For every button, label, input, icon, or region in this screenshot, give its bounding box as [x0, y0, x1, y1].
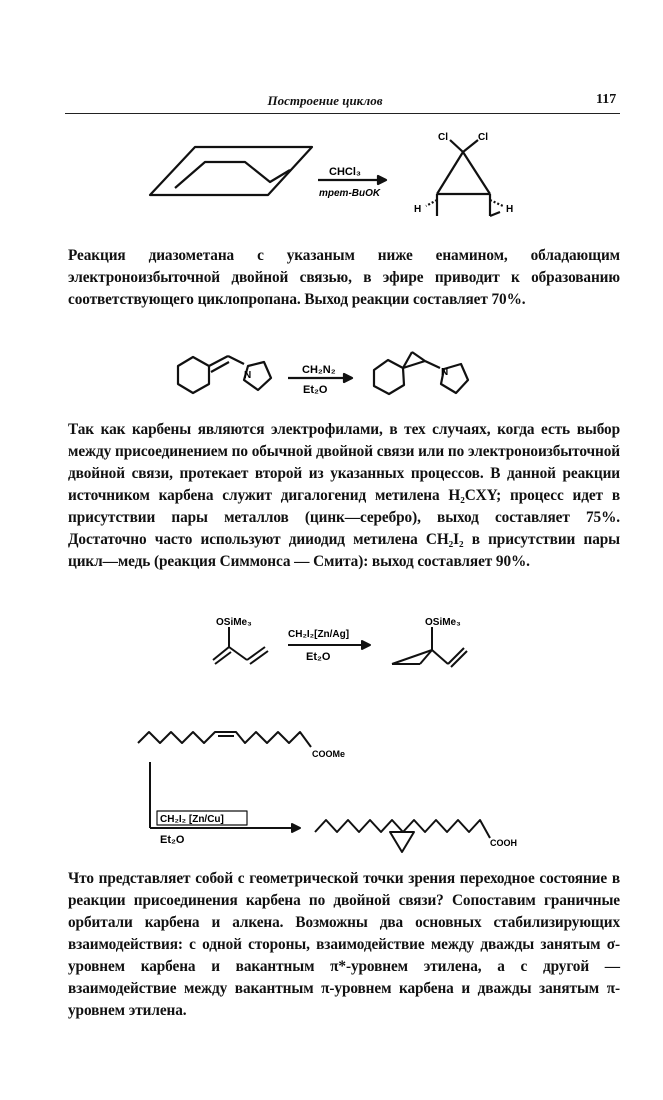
atom-h-left: H — [414, 204, 422, 215]
reagent-et2o-3: Et₂O — [306, 651, 331, 663]
bond-double — [215, 652, 231, 664]
bond-h — [490, 200, 503, 206]
paragraph-1: Реакция диазометана с указаным ниже енамином, обладающим электроноизбыточной двойной связью, в эфире приводит к образованию соответствующего циклопропана. Выход реакции составляет 70%. — [68, 247, 620, 308]
atom-n-left: N — [244, 370, 252, 381]
bond — [412, 352, 425, 361]
bond — [392, 650, 432, 664]
bond-double — [250, 651, 268, 664]
reagent-chcl3: CHCl₃ — [329, 166, 361, 178]
bond — [463, 152, 490, 194]
reagent-ch2i2-zn-cu: CH₂I₂ [Zn/Cu] — [160, 814, 224, 825]
bond — [432, 650, 448, 664]
bond — [403, 361, 425, 368]
atom-n-right: N — [441, 367, 449, 378]
bond — [437, 152, 463, 194]
header-rule — [65, 113, 620, 114]
reagent-ch2n2: CH₂N₂ — [302, 364, 336, 376]
acid-chain — [315, 820, 490, 838]
bond-h — [426, 200, 437, 206]
ester-chain — [138, 732, 311, 747]
running-head: Построение циклов — [267, 93, 383, 108]
reagent-ch2i2-zn-ag: CH₂I₂[Zn/Ag] — [288, 629, 350, 640]
bond — [490, 212, 500, 216]
bond — [425, 361, 440, 368]
cyclopropane-ring-acid — [390, 832, 414, 852]
cyclohexane-ring-product — [374, 360, 404, 394]
group-coome: COOMe — [312, 749, 346, 759]
bond — [247, 647, 265, 660]
reagent-et2o: Et₂O — [303, 384, 328, 396]
reagent-tbuok: трет-BuOK — [319, 188, 381, 199]
bond-double — [451, 651, 467, 667]
atom-cl-left: Cl — [438, 132, 448, 143]
group-cooh: COOH — [490, 838, 517, 848]
reagent-et2o-4: Et₂O — [160, 834, 185, 846]
exo-double-bond — [211, 362, 229, 372]
group-osime3-left: OSiMe₃ — [216, 617, 252, 628]
bond — [213, 647, 229, 660]
bond — [448, 648, 464, 664]
pyrrolidine-ring — [244, 362, 271, 390]
arrow-head-3 — [362, 641, 370, 649]
bond-cl — [463, 140, 478, 152]
bond — [420, 650, 432, 664]
atom-h-right: H — [506, 204, 514, 215]
group-osime3-right: OSiMe₃ — [425, 617, 461, 628]
arrow-head-4 — [292, 824, 300, 832]
pyrrolidine-ring-product — [441, 364, 468, 393]
bond — [403, 352, 412, 368]
page-number: 117 — [596, 92, 617, 107]
arrow-head-2 — [344, 374, 352, 382]
paragraph-2: Так как карбены являются электрофилами, в тех случаях, когда есть выбор между присоединением по обычной двойной связи или по электроноизбыточной двойной связи, протекает второй из указанных процессов. В данной реакции источником карбена служит дигалогенид метилена H₂CXY; процесс идет в присутствии пары металлов (цинк—серебро), выход составляет 75%. Достаточно часто используют дииодид метилена CH₂I₂ в присутствии пары цикл—медь (реакция Симмонса — Смита): выход составляет 90%. — [68, 421, 620, 570]
paragraph-3: Что представляет собой с геометрической точки зрения переходное состояние в реакции присоединения карбена по двойной связи? Сопоставим граничные орбитали карбена и алкена. Возможны два основных стабилизирующих взаимодействия: с одной стороны, взаимодействие между дважды занятым σ-уровнем карбена и вакантным π*-уровнем этилена, а с другой — взаимодействие между вакантным π-уровнем карбена и дважды занятым π-уровнем этилена. — [68, 870, 620, 1019]
reagent-box — [157, 811, 247, 825]
cyclohexane-ring — [178, 357, 209, 393]
bond — [228, 356, 244, 364]
diene-ring — [150, 147, 312, 195]
diene-inner-bonds — [175, 162, 290, 188]
atom-cl-right: Cl — [478, 132, 488, 143]
bond-cl — [450, 140, 463, 152]
bond — [229, 647, 247, 660]
exo-double-bond — [209, 356, 228, 366]
arrow-head-1 — [378, 176, 386, 184]
